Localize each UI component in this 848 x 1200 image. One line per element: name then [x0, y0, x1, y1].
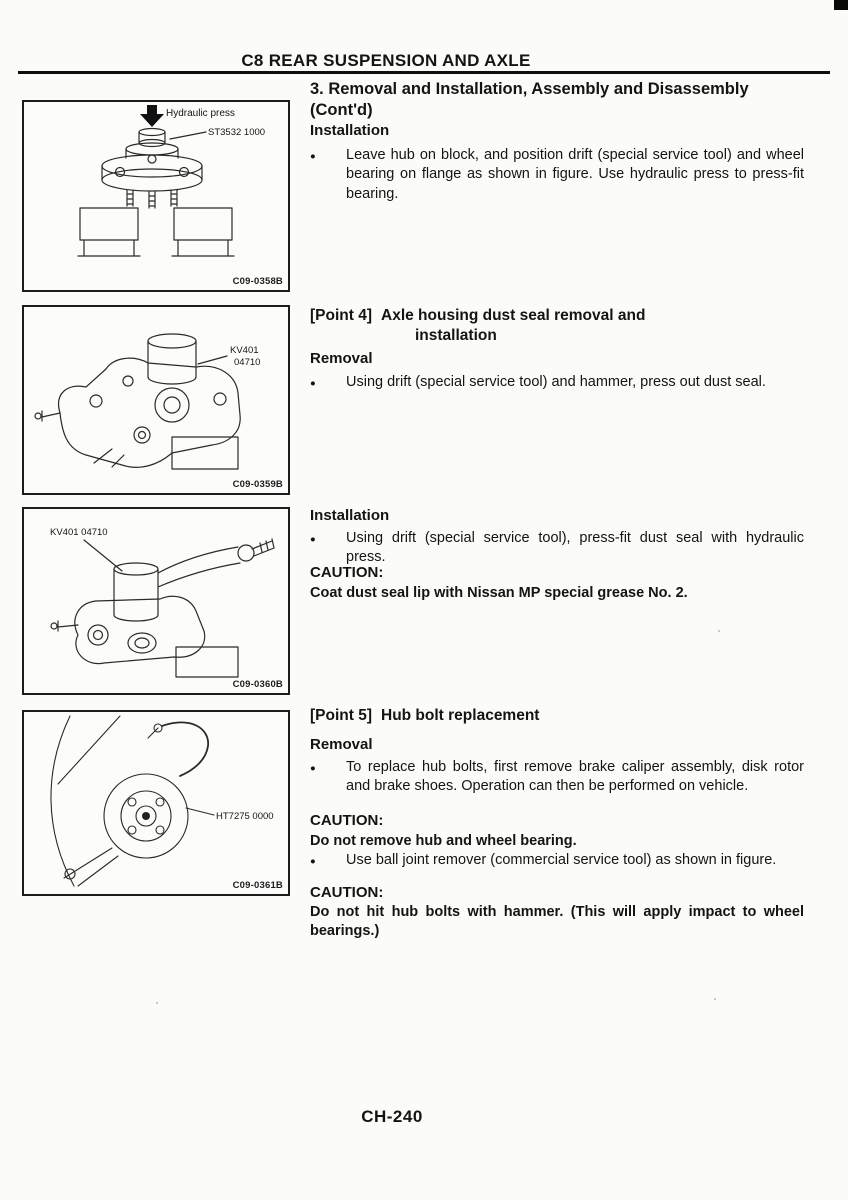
installation-bullet-2	[310, 529, 804, 568]
point4-heading	[310, 306, 804, 346]
hub-line-art	[51, 716, 214, 886]
hydraulic-press-drawing	[24, 102, 288, 290]
tool-label-st3532: ST3532 1000	[208, 127, 266, 138]
caution-label-3: CAUTION:	[310, 884, 384, 901]
bullet-text: Leave hub on block, and position drift (special service tool) and wheel bearing on flange as shown in figure. Use hydraulic press to press-fit bearing.	[346, 147, 804, 202]
figure-code: C09-0359B	[232, 479, 283, 490]
caution-text-2: Do not remove hub and wheel bearing.	[310, 833, 577, 849]
bullet-marker	[310, 758, 346, 797]
page-header-title: C8 REAR SUSPENSION AND AXLE	[241, 51, 531, 70]
point5-title: Hub bolt replacement	[381, 707, 540, 724]
hub-bolt-drawing	[24, 712, 288, 894]
header-divider	[18, 71, 830, 74]
point4-title-line1: Axle housing dust seal removal and	[381, 307, 646, 324]
scan-corner-artifact	[834, 0, 848, 10]
caution-label-2: CAUTION:	[310, 812, 384, 829]
point5-tag: [Point 5]	[310, 707, 372, 724]
figure-box-hub-bolt	[22, 710, 290, 896]
housing-line-art	[35, 334, 240, 469]
point4-tag: [Point 4]	[310, 307, 372, 324]
installation-heading-1: Installation	[310, 122, 390, 139]
tool-label-ht7275: HT7275 0000	[216, 811, 274, 822]
caution-text-1: Coat dust seal lip with Nissan MP special grease No. 2.	[310, 585, 688, 601]
page-number: CH-240	[361, 1107, 423, 1126]
press-arrow-icon	[140, 105, 164, 127]
bullet-text: Use ball joint remover (commercial service tool) as shown in figure.	[346, 852, 777, 868]
removal-heading-1: Removal	[310, 350, 373, 367]
removal-bullet-2	[310, 758, 804, 797]
section-title: 3. Removal and Installation, Assembly and Disassembly (Cont'd)	[310, 80, 749, 120]
bullet-marker	[310, 146, 346, 204]
bullet-text: Using drift (special service tool), press-fit dust seal with hydraulic press.	[346, 530, 804, 566]
dust-seal-install-drawing	[24, 509, 288, 693]
tool-label-kv401-line2: 04710	[234, 357, 261, 368]
bullet-marker	[310, 373, 346, 394]
figure-box-hydraulic-press	[22, 100, 290, 292]
bullet-marker	[310, 851, 346, 872]
bullet-text: To replace hub bolts, first remove brake caliper assembly, disk rotor and brake shoes. Operation can then be performed on vehicle.	[346, 759, 804, 795]
tool-label-kv401-line1: KV401	[230, 345, 259, 356]
installation-heading-2: Installation	[310, 507, 390, 524]
tool-label-kv401: KV401 04710	[50, 527, 108, 538]
hydraulic-press-label: Hydraulic press	[166, 108, 235, 119]
caution-label-1: CAUTION:	[310, 564, 384, 581]
point5-heading	[310, 706, 804, 726]
figure-box-dust-seal-removal	[22, 305, 290, 495]
removal-heading-2: Removal	[310, 736, 373, 753]
axle-housing-drawing	[24, 307, 288, 493]
point4-title-line2: installation	[415, 327, 497, 345]
scan-speck	[714, 998, 716, 1000]
tool-bullet	[310, 851, 804, 872]
scan-speck	[718, 630, 720, 632]
figure-code: C09-0358B	[232, 276, 283, 287]
figure-box-dust-seal-install	[22, 507, 290, 695]
figure-code: C09-0361B	[232, 880, 283, 891]
figure-code: C09-0360B	[232, 679, 283, 690]
point4-title	[381, 306, 645, 346]
bullet-text: Using drift (special service tool) and hammer, press out dust seal.	[346, 374, 766, 390]
removal-bullet-1	[310, 373, 804, 394]
installation-bullet-1	[310, 146, 804, 204]
caution-text-3: Do not hit hub bolts with hammer. (This will apply impact to wheel bearings.)	[310, 904, 804, 940]
knuckle-line-art	[51, 539, 274, 677]
scan-speck	[156, 1002, 158, 1004]
bullet-marker	[310, 529, 346, 568]
